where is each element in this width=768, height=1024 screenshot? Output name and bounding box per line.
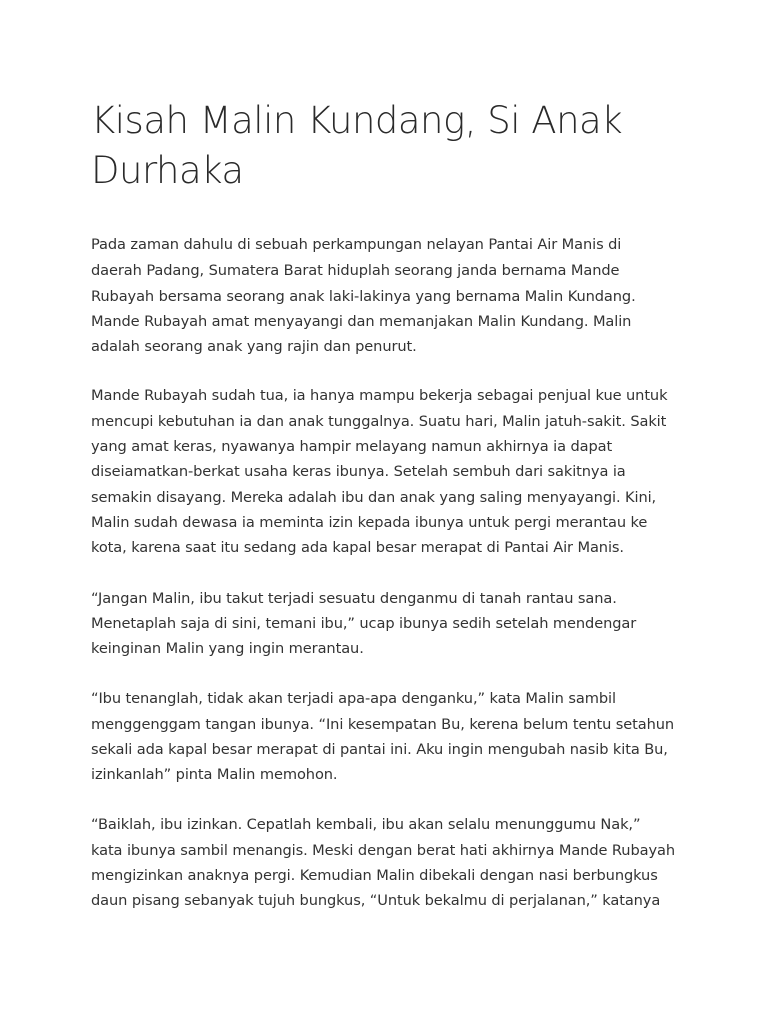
text-line: sekali ada kapal besar merapat di pantai ini. Aku ingin mengubah nasib kita Bu,	[91, 741, 668, 758]
text-line: diseiamatkan-berkat usaha keras ibunya. Setelah sembuh dari sakitnya ia	[91, 463, 626, 480]
text-line: “Ibu tenanglah, tidak akan terjadi apa-apa denganku,” kata Malin sambil	[91, 690, 616, 707]
text-line: adalah seorang anak yang rajin dan penurut.	[91, 338, 417, 355]
text-line: Mande Rubayah sudah tua, ia hanya mampu bekerja sebagai penjual kue untuk	[91, 387, 668, 404]
text-line: kota, karena saat itu sedang ada kapal besar merapat di Pantai Air Manis.	[91, 539, 624, 556]
text-line: izinkanlah” pinta Malin memohon.	[91, 766, 338, 783]
text-line: Mande Rubayah amat menyayangi dan memanjakan Malin Kundang. Malin	[91, 313, 632, 330]
text-line: Rubayah bersama seorang anak laki-lakinya yang bernama Malin Kundang.	[91, 288, 636, 305]
text-line: daun pisang sebanyak tujuh bungkus, “Untuk bekalmu di perjalanan,” katanya	[91, 892, 661, 909]
text-line: menggenggam tangan ibunya. “Ini kesempatan Bu, kerena belum tentu setahun	[91, 716, 675, 733]
text-line: mencupi kebutuhan ia dan anak tunggalnya. Suatu hari, Malin jatuh-sakit. Sakit	[91, 413, 667, 430]
text-line: Malin sudah dewasa ia meminta izin kepada ibunya untuk pergi merantau ke	[91, 514, 648, 531]
title-line: Kisah Malin Kundang, Si Anak	[91, 99, 623, 142]
text-line: “Baiklah, ibu izinkan. Cepatlah kembali, ibu akan selalu menunggumu Nak,”	[91, 816, 641, 833]
document-title	[91, 96, 691, 196]
title-line: Durhaka	[91, 149, 244, 192]
text-line: keinginan Malin yang ingin merantau.	[91, 640, 364, 657]
text-line: kata ibunya sambil menangis. Meski dengan berat hati akhirnya Mande Rubayah	[91, 842, 675, 859]
text-line: Menetaplah saja di sini, temani ibu,” ucap ibunya sedih setelah mendengar	[91, 615, 637, 632]
text-line: Pada zaman dahulu di sebuah perkampungan nelayan Pantai Air Manis di	[91, 236, 622, 253]
text-line: yang amat keras, nyawanya hampir melayang namun akhirnya ia dapat	[91, 438, 613, 455]
text-line: semakin disayang. Mereka adalah ibu dan anak yang saling menyayangi. Kini,	[91, 489, 657, 506]
text-line: “Jangan Malin, ibu takut terjadi sesuatu denganmu di tanah rantau sana.	[91, 590, 617, 607]
text-line: mengizinkan anaknya pergi. Kemudian Malin dibekali dengan nasi berbungkus	[91, 867, 658, 884]
text-line: daerah Padang, Sumatera Barat hiduplah seorang janda bernama Mande	[91, 262, 620, 279]
